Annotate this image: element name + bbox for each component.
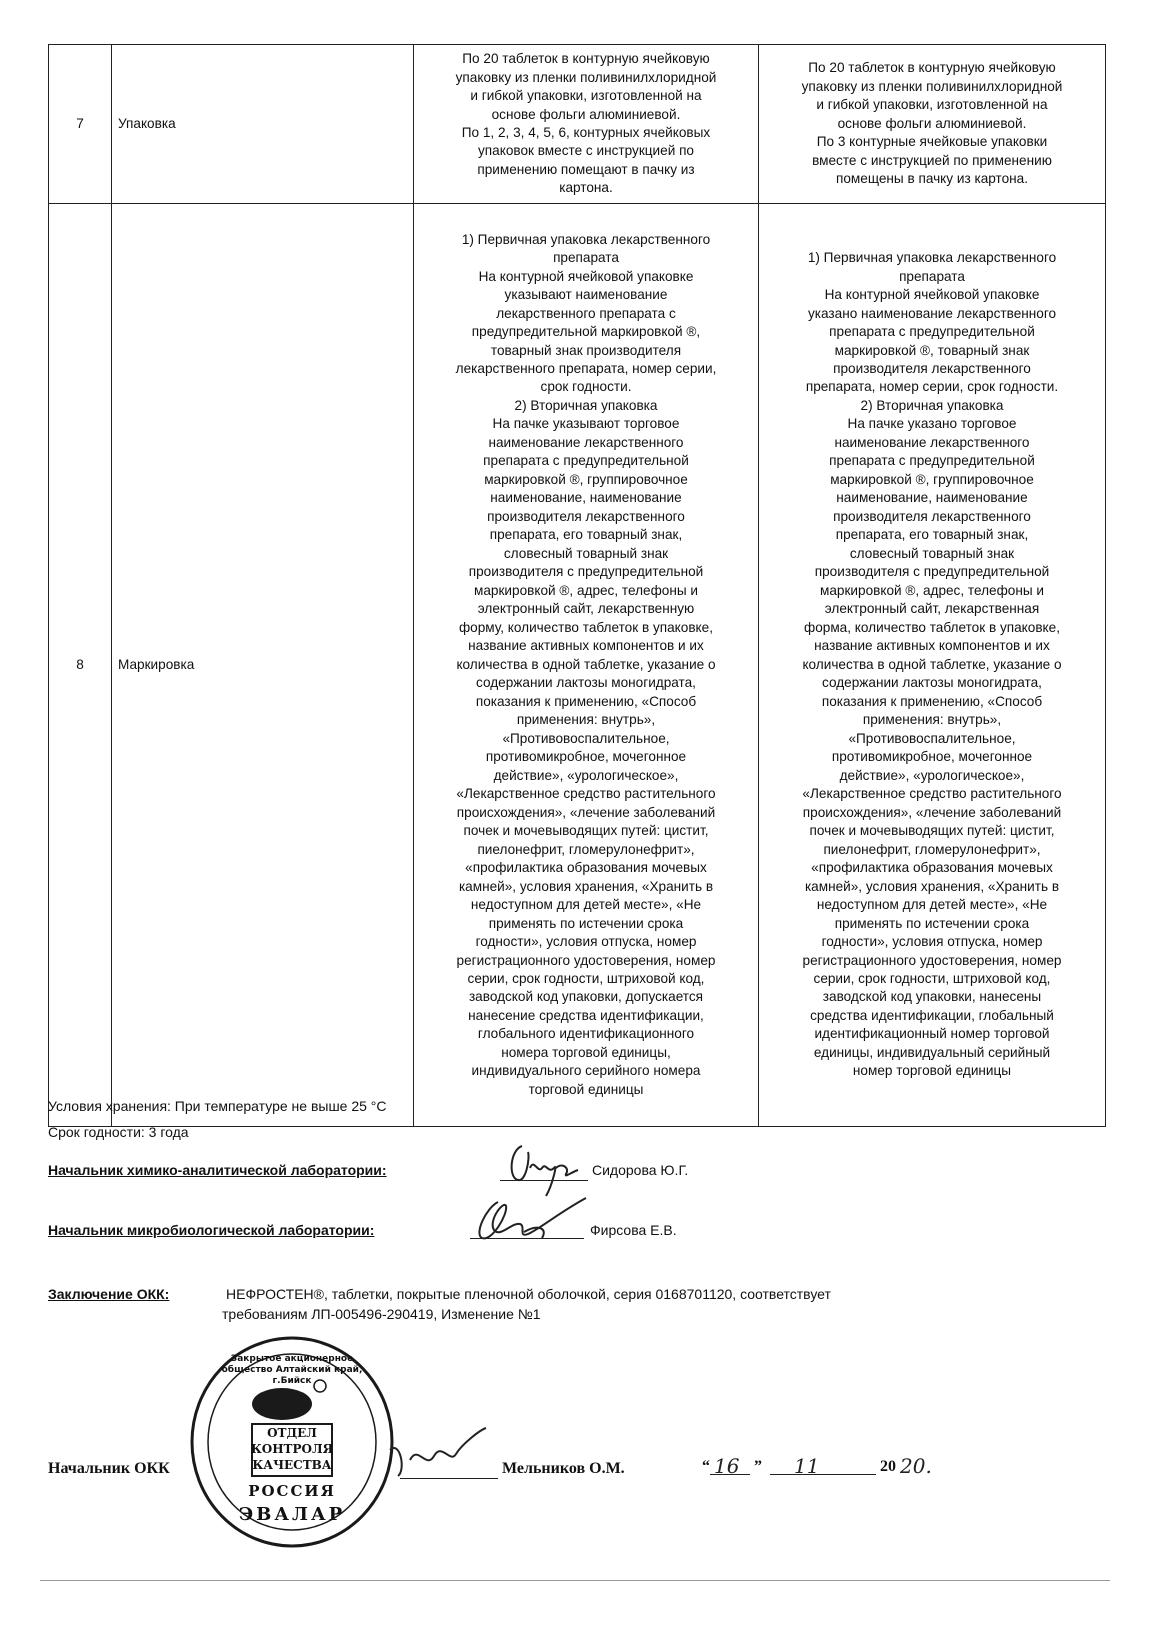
stamp-bottom-text: РОССИЯ — [248, 1482, 336, 1500]
stamp-line-1: ОТДЕЛ — [267, 1426, 317, 1440]
table-row — [49, 45, 1106, 204]
date-day: 16 — [714, 1454, 740, 1478]
row-number: 7 — [49, 45, 112, 204]
chem-lab-name: Сидорова Ю.Г. — [592, 1162, 689, 1178]
date-year-prefix: 20 — [880, 1458, 896, 1475]
stamp-outer-text: Закрытое акционерное общество Алтайский край, г.Бийск — [221, 1354, 363, 1386]
conclusion-line-2: требованиям ЛП-005496-290419, Изменение №1 — [222, 1306, 541, 1322]
row-parameter: Маркировка — [112, 204, 414, 1127]
row-parameter: Упаковка — [112, 45, 414, 204]
micro-lab-signature-icon — [468, 1194, 592, 1246]
okk-title: Начальник ОКК — [48, 1460, 170, 1477]
okk-name: Мельников О.М. — [502, 1460, 625, 1477]
storage-conditions: Условия хранения: При температуре не выше 25 °C — [48, 1098, 387, 1114]
row-number: 8 — [49, 204, 112, 1127]
conclusion-label: Заключение ОКК: — [48, 1286, 170, 1302]
stamp-line-2: КОНТРОЛЯ — [250, 1442, 334, 1456]
quality-control-stamp — [186, 1330, 398, 1550]
row-actual: 1) Первичная упаковка лекарственного препарата На контурной ячейковой упаковке указано наименование лекарственного препарата с предупредительной маркировкой ®, товарный знак производителя лекарственного препарата, номер серии, срок годности. 2) Вторичная упаковка На пачке указано торговое наименование лекарственного препарата с предупредительной маркировкой ®, группировочное наименование, наименование производителя лекарственного препарата, его товарный знак, словесный товарный знак производителя с предупредительной маркировкой ®, адрес, телефоны и электронный сайт, лекарственная форма, количество таблеток в упаковке, название активных компонентов и их количества в одной таблетке, указание о содержании лактозы моногидрата, показания к применению, «Способ применения: внутрь», «Противовоспалительное, противомикробное, мочегонное действие», «урологическое», «Лекарственное средство растительного происхождения», «лечение заболеваний почек и мочевыводящих путей: цистит, пиелонефрит, гломерулонефрит», «профилактика образования мочевых камней», условия хранения, «Хранить в недоступном для детей месте», «Не применять по истечении срока годности», условия отпуска, номер регистрационного удостоверения, номер серии, срок годности, штриховой код, заводской код упаковки, нанесены средства идентификации, глобальный идентификационный номер торговой единицы, индивидуальный серийный номер торговой единицы — [802, 250, 1062, 1079]
stamp-brand: ЭВАЛАР — [238, 1504, 346, 1525]
micro-lab-name: Фирсова Е.В. — [590, 1222, 677, 1238]
approval-date: “ 16 ” 11 20 20. — [702, 1454, 932, 1478]
chem-lab-title: Начальник химико-аналитической лаборатории: — [48, 1162, 387, 1178]
chem-lab-signature-icon — [500, 1128, 600, 1200]
row-actual: По 20 таблеток в контурную ячейковую упаковку из пленки поливинилхлоридной и гибкой упаковки, изготовленной на основе фольги алюминиевой. По 3 контурные ячейковые упаковки вместе с инструкцией по применению помещены в пачку из картона. — [801, 60, 1063, 187]
spec-table — [48, 44, 1106, 1127]
row-requirement: 1) Первичная упаковка лекарственного препарата На контурной ячейковой упаковке указывают наименование лекарственного препарата с предупредительной маркировкой ®, товарный знак производителя лекарственного препарата, номер серии, срок годности. 2) Вторичная упаковка На пачке указывают торговое наименование лекарственного препарата с предупредительной маркировкой ®, группировочное наименование, наименование производителя лекарственного препарата, его товарный знак, словесный товарный знак производителя с предупредительной маркировкой ®, адрес, телефоны и электронный сайт, лекарственную форму, количество таблеток в упаковке, название активных компонентов и их количества в одной таблетке, указание о содержании лактозы моногидрата, показания к применению, «Способ применения: внутрь», «Противовоспалительное, противомикробное, мочегонное действие», «урологическое», «Лекарственное средство растительного происхождения», «лечение заболеваний почек и мочевыводящих путей: цистит, пиелонефрит, гломерулонефрит», «профилактика образования мочевых камней», условия хранения, «Хранить в недоступном для детей месте», «Не применять по истечении срока годности», условия отпуска, номер регистрационного удостоверения, номер серии, срок годности, штриховой код, заводской код упаковки, допускается нанесение средства идентификации, глобального идентификационного номера торговой единицы, индивидуального серийного номера торговой единицы — [455, 231, 717, 1097]
micro-lab-title: Начальник микробиологической лаборатории: — [48, 1222, 375, 1238]
stamp-line-3: КАЧЕСТВА — [252, 1458, 332, 1472]
row-requirement: По 20 таблеток в контурную ячейковую упаковку из пленки поливинилхлоридной и гибкой упаковки, изготовленной на основе фольги алюминиевой. По 1, 2, 3, 4, 5, 6, контурных ячейковых упаковок вместе с инструкцией по применению помещают в пачку из картона. — [455, 51, 717, 196]
date-year-suffix: 20. — [900, 1454, 932, 1478]
shelf-life: Срок годности: 3 года — [48, 1124, 189, 1140]
table-row — [49, 204, 1106, 1127]
okk-signature-icon — [380, 1420, 490, 1486]
date-month: 11 — [794, 1454, 820, 1478]
conclusion-line-1: НЕФРОСТЕН®, таблетки, покрытые пленочной оболочкой, серия 0168701120, соответствует — [226, 1286, 831, 1302]
scan-edge-line — [40, 1580, 1110, 1581]
